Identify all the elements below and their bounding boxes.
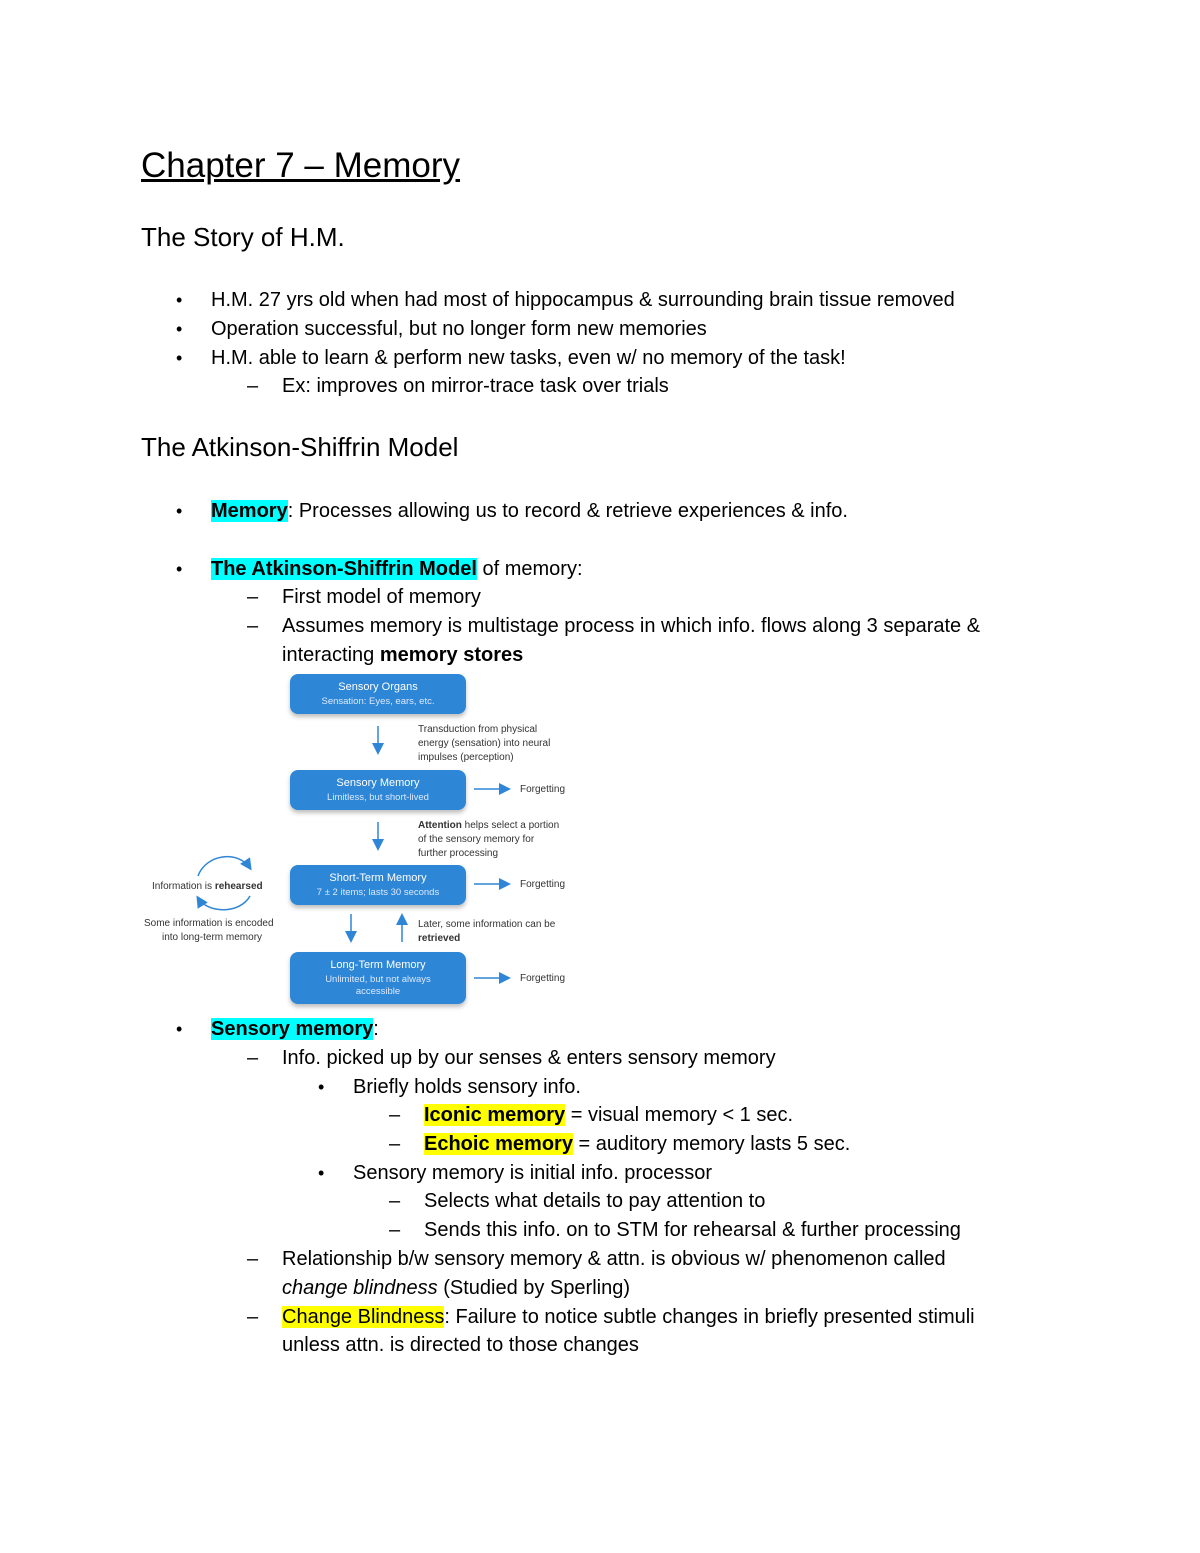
dash-icon: – bbox=[247, 1306, 259, 1328]
highlighted-term: Change Blindness bbox=[282, 1306, 445, 1328]
list-item: First model of memory bbox=[282, 586, 481, 608]
attention-rest: helps select a portion bbox=[461, 820, 560, 831]
highlighted-term: Sensory memory bbox=[211, 1018, 374, 1040]
attention-text: further processing bbox=[418, 848, 499, 859]
dash-icon: – bbox=[389, 1190, 401, 1212]
box-subtitle: Sensation: Eyes, ears, etc. bbox=[321, 696, 435, 707]
highlighted-term: Iconic memory bbox=[424, 1104, 566, 1126]
box-subtitle: Unlimited, but not always bbox=[325, 974, 431, 985]
list-item: Assumes memory is multistage process in which info. flows along 3 separate & bbox=[282, 615, 981, 637]
list-item: Sensory memory is initial info. processor bbox=[353, 1162, 713, 1184]
dash-icon: – bbox=[389, 1219, 401, 1241]
box-title: Short-Term Memory bbox=[329, 872, 427, 884]
list-item: Relationship b/w sensory memory & attn. is obvious w/ phenomenon called bbox=[282, 1248, 946, 1270]
forgetting-label: Forgetting bbox=[520, 879, 566, 890]
definition-text: of memory: bbox=[476, 558, 583, 580]
highlighted-term: Echoic memory bbox=[424, 1133, 573, 1155]
list-item-continued bbox=[282, 641, 523, 669]
plain-text: : bbox=[373, 1018, 379, 1040]
forgetting-label: Forgetting bbox=[520, 784, 566, 795]
forgetting-label: Forgetting bbox=[520, 973, 566, 984]
retrieved-text: retrieved bbox=[418, 933, 461, 944]
list-item-continued: unless attn. is directed to those changes bbox=[282, 1334, 639, 1356]
section-heading-model: The Atkinson-Shiffrin Model bbox=[141, 432, 459, 462]
bullet-icon: • bbox=[176, 319, 183, 339]
sensory-memory-box bbox=[290, 770, 466, 810]
bullet-icon: • bbox=[176, 1019, 183, 1039]
transduction-text: Transduction from physical bbox=[418, 724, 538, 735]
list-item: Ex: improves on mirror-trace task over trials bbox=[282, 375, 669, 397]
rehearsed-text bbox=[152, 881, 263, 892]
encoded-text: Some information is encoded bbox=[144, 918, 274, 929]
bullet-icon: • bbox=[176, 290, 183, 310]
dash-icon: – bbox=[247, 586, 259, 608]
attention-text bbox=[418, 820, 559, 831]
list-item bbox=[282, 1303, 975, 1331]
section-heading-hm: The Story of H.M. bbox=[141, 222, 345, 252]
page-title: Chapter 7 – Memory bbox=[141, 146, 461, 185]
bullet-icon: • bbox=[318, 1163, 325, 1183]
highlighted-term: Memory bbox=[211, 500, 288, 522]
box-title: Sensory Organs bbox=[338, 681, 418, 693]
highlighted-term: The Atkinson-Shiffrin Model bbox=[211, 558, 477, 580]
list-item: Selects what details to pay attention to bbox=[424, 1190, 766, 1212]
list-item bbox=[424, 1101, 793, 1129]
atkinson-shiffrin-diagram bbox=[140, 668, 600, 1016]
rehearsal-loop-icon bbox=[198, 896, 250, 910]
dash-icon: – bbox=[389, 1104, 401, 1126]
list-item-continued bbox=[282, 1274, 630, 1302]
bold-term: memory stores bbox=[379, 644, 524, 666]
bullet-icon: • bbox=[176, 559, 183, 579]
plain-text: (Studied by Sperling) bbox=[437, 1277, 631, 1299]
rehearsed-plain: Information is bbox=[152, 881, 215, 892]
long-term-memory-box bbox=[290, 952, 466, 1004]
attention-bold: Attention bbox=[418, 820, 462, 831]
dash-icon: – bbox=[247, 375, 259, 397]
list-item: Briefly holds sensory info. bbox=[353, 1076, 581, 1098]
retrieved-text: Later, some information can be bbox=[418, 919, 556, 930]
dash-icon: – bbox=[247, 1248, 259, 1270]
plain-text: interacting bbox=[282, 644, 380, 666]
definition-text: = visual memory < 1 sec. bbox=[565, 1104, 794, 1126]
list-item: Info. picked up by our senses & enters sensory memory bbox=[282, 1047, 776, 1069]
definition-text: : Failure to notice subtle changes in briefly presented stimuli bbox=[444, 1306, 975, 1328]
box-title: Sensory Memory bbox=[336, 777, 420, 789]
list-item: Operation successful, but no longer form new memories bbox=[211, 318, 707, 340]
definition-text: = auditory memory lasts 5 sec. bbox=[572, 1133, 851, 1155]
rehearsal-loop-icon bbox=[198, 857, 250, 876]
box-title: Long-Term Memory bbox=[330, 959, 426, 971]
rehearsed-bold: rehearsed bbox=[214, 881, 263, 892]
italic-term: change blindness bbox=[282, 1277, 438, 1299]
bullet-icon: • bbox=[176, 501, 183, 521]
list-item: H.M. 27 yrs old when had most of hippocampus & surrounding brain tissue removed bbox=[211, 289, 955, 311]
list-item bbox=[424, 1130, 850, 1158]
list-item: H.M. able to learn & perform new tasks, even w/ no memory of the task! bbox=[211, 347, 846, 369]
dash-icon: – bbox=[247, 615, 259, 637]
list-item bbox=[211, 555, 583, 583]
short-term-memory-box bbox=[290, 865, 466, 905]
encoded-text: into long-term memory bbox=[162, 932, 263, 943]
definition-text: : Processes allowing us to record & retrieve experiences & info. bbox=[287, 500, 848, 522]
attention-text: of the sensory memory for bbox=[418, 834, 535, 845]
transduction-text: energy (sensation) into neural bbox=[418, 738, 551, 749]
transduction-text: impulses (perception) bbox=[418, 752, 514, 763]
sensory-organs-box bbox=[290, 674, 466, 714]
bullet-icon: • bbox=[176, 348, 183, 368]
list-item bbox=[211, 497, 848, 525]
list-item: Sends this info. on to STM for rehearsal & further processing bbox=[424, 1219, 961, 1241]
box-subtitle: Limitless, but short-lived bbox=[327, 792, 429, 803]
box-subtitle: accessible bbox=[355, 986, 401, 997]
list-item bbox=[211, 1015, 379, 1043]
box-subtitle: 7 ± 2 items; lasts 30 seconds bbox=[316, 887, 440, 898]
dash-icon: – bbox=[247, 1047, 259, 1069]
bullet-icon: • bbox=[318, 1077, 325, 1097]
dash-icon: – bbox=[389, 1133, 401, 1155]
